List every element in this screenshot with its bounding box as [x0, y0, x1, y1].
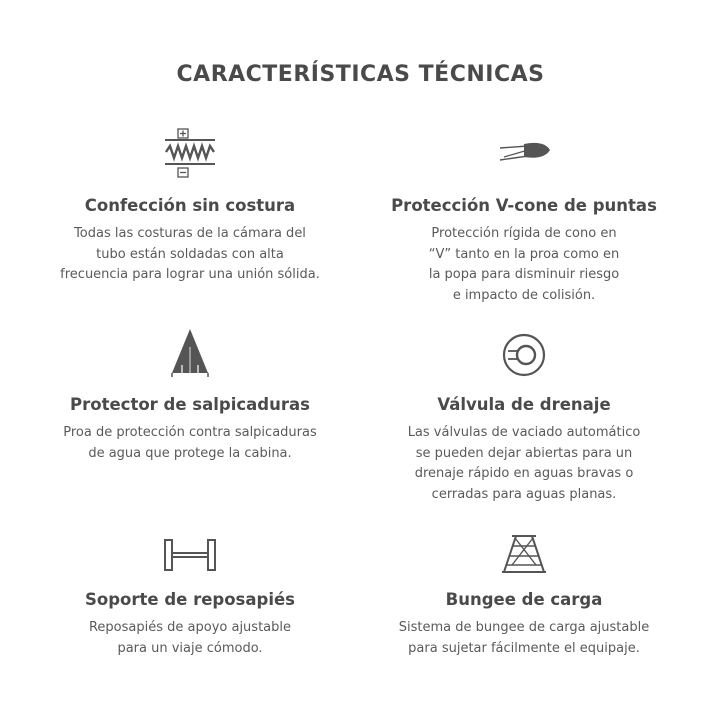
footrest-icon: [160, 532, 220, 576]
seam-weld-icon: [160, 126, 220, 182]
feature-heading: Protección V-cone de puntas: [391, 196, 657, 215]
feature-heading: Bungee de carga: [445, 590, 603, 609]
v-cone-tip-icon: [494, 126, 554, 182]
feature-bungee: [364, 532, 684, 659]
feature-heading: Protector de salpicaduras: [70, 395, 310, 414]
feature-heading: Válvula de drenaje: [437, 395, 611, 414]
feature-footrest: [30, 532, 350, 659]
page-title: CARACTERÍSTICAS TÉCNICAS: [176, 62, 545, 87]
feature-description: Las válvulas de vaciado automático se pueden dejar abiertas para un drenaje rápido en aguas bravas o cerradas para aguas planas.: [407, 425, 641, 502]
feature-heading: Confección sin costura: [84, 196, 296, 215]
feature-description: Sistema de bungee de carga ajustable para sujetar fácilmente el equipaje.: [398, 620, 650, 656]
feature-splash-guard: [30, 325, 350, 464]
feature-description: Protección rígida de cono en “V” tanto en la proa como en la popa para disminuir riesgo e impacto de colisión.: [428, 226, 620, 303]
feature-description: Proa de protección contra salpicaduras de agua que protege la cabina.: [63, 425, 317, 461]
drain-valve-icon: [494, 325, 554, 381]
feature-description: Todas las costuras de la cámara del tubo están soldadas con alta frecuencia para lograr una unión sólida.: [60, 226, 320, 282]
feature-v-cone: [364, 126, 684, 306]
bungee-cargo-icon: [494, 532, 554, 576]
splash-guard-icon: [160, 325, 220, 381]
feature-description: Reposapiés de apoyo ajustable para un viaje cómodo.: [88, 620, 291, 656]
feature-seamless: [30, 126, 350, 286]
feature-drain-valve: [364, 325, 684, 505]
feature-heading: Soporte de reposapiés: [85, 590, 295, 609]
